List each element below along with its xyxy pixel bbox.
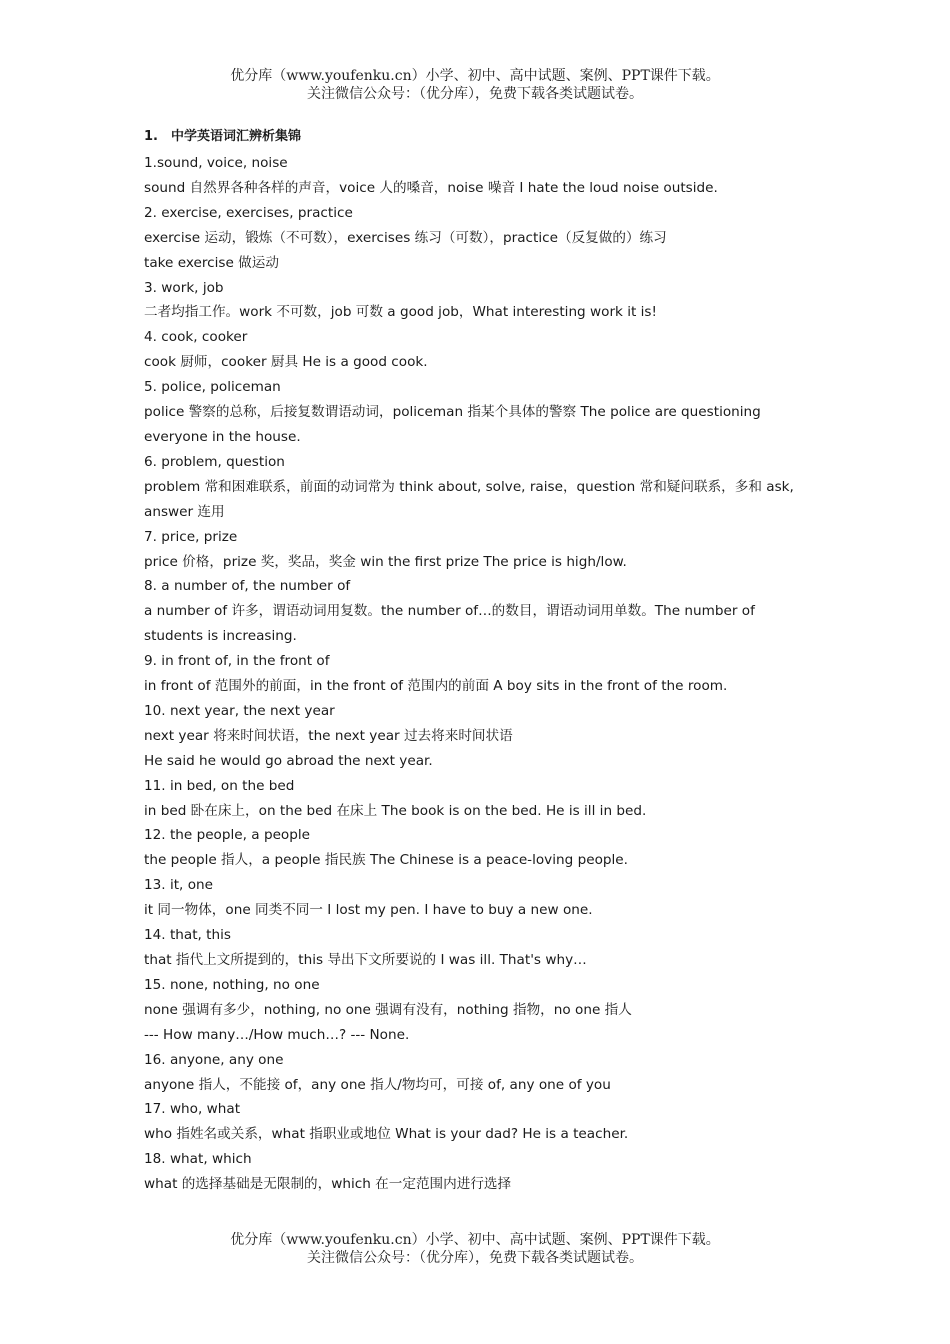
line-17: a number of 许多，谓语动词用复数。the number of…的数目，谓语动词用单数。The number of students is increasing.	[144, 603, 755, 645]
header-line-2: 关注微信公众号：（优分库），免费下载各类试题试卷。	[307, 86, 643, 102]
line-29: 14. that, this	[144, 927, 231, 944]
line-12: 6. problem, question	[144, 453, 285, 470]
line-10: 5. police, policeman	[144, 379, 281, 396]
line-22: He said he would go abroad the next year.	[144, 752, 433, 769]
line-9: cook 厨师，cooker 厨具 He is a good cook.	[144, 354, 428, 371]
line-32: none 强调有多少，nothing, no one 强调有没有，nothing 指物，no one 指人	[144, 1001, 632, 1018]
line-18: 9. in front of, in the front of	[144, 653, 330, 670]
footer-line-2: 关注微信公众号：（优分库），免费下载各类试题试卷。	[307, 1250, 643, 1266]
page-header	[0, 67, 950, 103]
line-35: anyone 指人，不能接 of，any one 指人/物均可，可接 of, any one of you	[144, 1076, 611, 1093]
document-title: 1. 中学英语词汇辨析集锦	[144, 129, 301, 144]
line-38: 18. what, which	[144, 1151, 252, 1168]
page-footer	[0, 1231, 950, 1267]
line-7: 二者均指工作。work 不可数，job 可数 a good job，What interesting work it is!	[144, 304, 657, 321]
line-36: 17. who, what	[144, 1101, 241, 1118]
line-26: the people 指人，a people 指民族 The Chinese is a peace-loving people.	[144, 852, 628, 869]
line-33: --- How many…/How much…? --- None.	[144, 1026, 410, 1043]
line-4: exercise 运动，锻炼（不可数），exercises 练习（可数），practice（反复做的）练习	[144, 229, 667, 246]
line-1: 1.sound, voice, noise	[144, 155, 288, 171]
line-37: who 指姓名或关系，what 指职业或地位 What is your dad? He is a teacher.	[144, 1126, 629, 1143]
line-23: 11. in bed, on the bed	[144, 777, 295, 794]
line-25: 12. the people, a people	[144, 827, 311, 844]
line-15: price 价格，prize 奖，奖品，奖金 win the first prize The price is high/low.	[144, 553, 627, 570]
line-14: 7. price, prize	[144, 528, 238, 545]
line-16: 8. a number of, the number of	[144, 578, 351, 595]
line-28: it 同一物体，one 同类不同一 I lost my pen. I have to buy a new one.	[144, 902, 593, 919]
document-body	[144, 126, 814, 1197]
line-19: in front of 范围外的前面，in the front of 范围内的前面 A boy sits in the front of the room.	[144, 678, 728, 695]
footer-line-1: 优分库（www.youfenku.cn）小学、初中、高中试题、案例、PPT课件下载。	[230, 1232, 720, 1248]
line-24: in bed 卧在床上，on the bed 在床上 The book is on the bed. He is ill in bed.	[144, 802, 647, 819]
line-5: take exercise 做运动	[144, 254, 279, 271]
line-39: what 的选择基础是无限制的，which 在一定范围内进行选择	[144, 1176, 512, 1193]
line-3: 2. exercise, exercises, practice	[144, 204, 353, 221]
line-6: 3. work, job	[144, 279, 224, 296]
line-34: 16. anyone, any one	[144, 1051, 284, 1068]
header-line-1: 优分库（www.youfenku.cn）小学、初中、高中试题、案例、PPT课件下载。	[230, 68, 720, 84]
line-11: police 警察的总称，后接复数谓语动词，policeman 指某个具体的警察 The police are questioning everyone in the house.	[144, 404, 761, 445]
line-8: 4. cook, cooker	[144, 329, 248, 346]
line-27: 13. it, one	[144, 877, 213, 894]
line-20: 10. next year, the next year	[144, 702, 335, 719]
line-21: next year 将来时间状语，the next year 过去将来时间状语	[144, 727, 513, 744]
line-13: problem 常和困难联系，前面的动词常为 think about, solve, raise，question 常和疑问联系，多和 ask, answer 连用	[144, 478, 794, 520]
line-30: that 指代上文所提到的，this 导出下文所要说的 I was ill. That's why…	[144, 952, 587, 968]
line-2: sound 自然界各种各样的声音，voice 人的嗓音，noise 噪音 I hate the loud noise outside.	[144, 179, 718, 196]
line-31: 15. none, nothing, no one	[144, 976, 320, 993]
